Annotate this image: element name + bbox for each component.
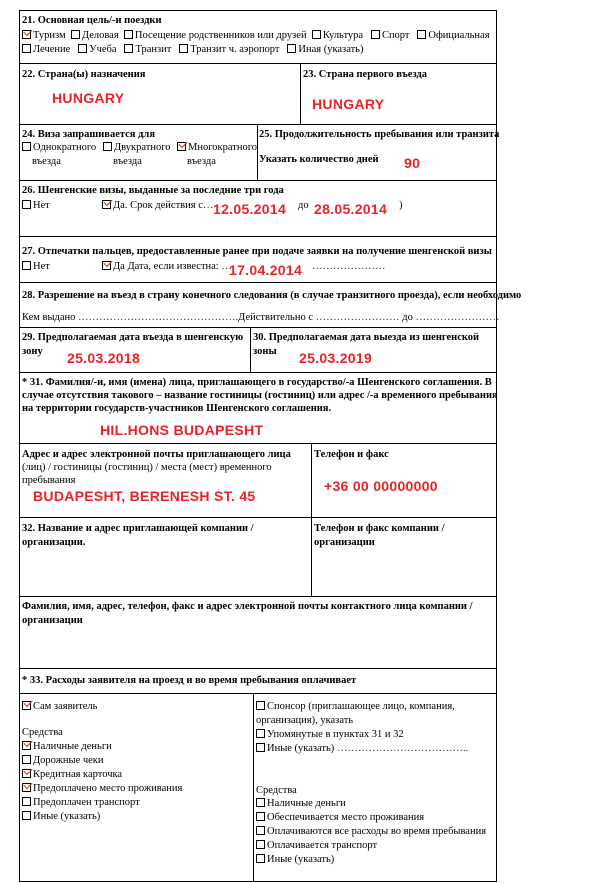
- opt-mentioned: Упомянутые в пунктах 31 и 32: [267, 729, 404, 740]
- checkbox-sponsor-cash[interactable]: [256, 798, 265, 807]
- opt-business: Деловая: [81, 30, 119, 41]
- checkbox-mentioned[interactable]: [256, 729, 265, 738]
- s24-title: 24. Виза запрашивается для: [22, 129, 155, 140]
- opt-study: Учеба: [89, 44, 117, 55]
- s21-row1: [22, 29, 490, 42]
- checkbox-travellers-cheques[interactable]: [22, 755, 31, 764]
- vsep-24-25: [257, 124, 258, 181]
- opt-prepaid-transport: Предоплачен транспорт: [33, 797, 140, 808]
- s26-to-value[interactable]: 28.05.2014: [314, 201, 388, 217]
- s33-means: Средства: [22, 727, 63, 738]
- vsep-22-23: [300, 63, 301, 125]
- s27-dots: …………………: [312, 261, 386, 272]
- checkbox-medical[interactable]: [22, 44, 31, 53]
- s28-title-note: (в случае транзитного проезда), если необходимо: [290, 290, 522, 301]
- s25-value[interactable]: 90: [404, 155, 421, 171]
- checkbox-sponsor-other[interactable]: [256, 743, 265, 752]
- s22-title: 22. Страна(ы) назначения: [22, 69, 146, 80]
- s33-title: * 33. Расходы заявителя на проезд и во время пребывания оплачивает: [22, 675, 357, 686]
- s33-left-4: [22, 796, 140, 809]
- opt-schengen-no: Нет: [33, 200, 50, 211]
- opt-transit: Транзит: [135, 44, 172, 55]
- checkbox-single-entry[interactable]: [22, 142, 31, 151]
- checkbox-official[interactable]: [417, 30, 426, 39]
- opt-visit: Посещение родственников или друзей: [134, 30, 307, 41]
- s29-value[interactable]: 25.03.2018: [67, 350, 141, 366]
- s22-value[interactable]: HUNGARY: [52, 90, 125, 106]
- opt-transport-paid: Оплачивается транспорт: [267, 840, 378, 851]
- opt-official: Официальная: [428, 30, 490, 41]
- checkbox-tourism[interactable]: [22, 30, 31, 39]
- checkbox-study[interactable]: [78, 44, 87, 53]
- sep-32: [19, 596, 497, 597]
- opt-sponsor-other-means: Иные (указать): [267, 854, 335, 865]
- frame-bottom: [19, 881, 497, 882]
- s26-yes: Да. Срок действия с…: [102, 199, 213, 212]
- s31-line3: на территории государств-участников Шенгенского соглашения.: [22, 403, 332, 414]
- checkbox-double-entry[interactable]: [103, 142, 112, 151]
- s26-to-text: до: [298, 200, 309, 211]
- checkbox-all-expenses[interactable]: [256, 826, 265, 835]
- s24-opt3: [177, 141, 257, 154]
- s33-right-1: [256, 811, 424, 824]
- s21-row2: [22, 43, 363, 56]
- vsep-29-30: [250, 327, 251, 373]
- s30-title-a: 30. Предполагаемая дата выезда из шенгенской: [253, 332, 480, 343]
- checkbox-sponsor-other-means[interactable]: [256, 854, 265, 863]
- s26-close-paren: ): [399, 200, 403, 211]
- contact-line2: организации: [22, 615, 83, 626]
- s27-value[interactable]: 17.04.2014: [229, 262, 303, 278]
- sep-31: [19, 443, 497, 444]
- s33-self: [22, 700, 97, 713]
- opt-culture: Культура: [322, 30, 364, 41]
- s29-title-b: зону: [22, 346, 43, 357]
- s25-title: 25. Продолжительность пребывания или транзита: [259, 129, 500, 140]
- s26-title: 26. Шенгенские визы, выданные за последние три года: [22, 185, 284, 196]
- s28-issued-label: Кем выдано: [22, 312, 76, 323]
- s31-addr-value[interactable]: BUDAPESHT, BERENESH ST. 45: [33, 488, 256, 504]
- opt-double-entry: Двукратного: [114, 142, 171, 153]
- opt-sponsor-cash: Наличные деньги: [267, 798, 346, 809]
- checkbox-prepaid-transport[interactable]: [22, 797, 31, 806]
- opt-accommodation-provided: Обеспечивается место проживания: [267, 812, 425, 823]
- opt-schengen-yes: Да. Срок действия с: [113, 200, 203, 211]
- s31-addr-b: (лиц) / гостиницы (гостиниц) / места (мест) временного: [22, 462, 272, 473]
- checkbox-fingerprints-yes[interactable]: [102, 261, 111, 270]
- checkbox-transport-paid[interactable]: [256, 840, 265, 849]
- s28-issued-row: Кем выдано ……………………………………….Действительно с …………………… до ……………………: [22, 312, 500, 323]
- checkbox-sport[interactable]: [371, 30, 380, 39]
- opt-single-entry: Однократного: [33, 142, 97, 153]
- checkbox-other-purpose[interactable]: [287, 44, 296, 53]
- s31-line1: * 31. Фамилия/-и, имя (имена) лица, приглашающего в государство/-а Шенгенского соглашения. В: [22, 377, 492, 388]
- s30-title-b: зоны: [253, 346, 277, 357]
- s27-title: 27. Отпечатки пальцев, предоставленные ранее при подаче заявки на получение шенгенской визы: [22, 246, 492, 257]
- vsep-33: [253, 693, 254, 882]
- s33-mentioned: [256, 728, 404, 741]
- s33-left-1: [22, 754, 104, 767]
- s31-line2: случае отсутствия такового – название гостиницы (гостиниц) или адрес /-а временного пребывания: [22, 390, 498, 401]
- s27-yes: Да Дата, если известна: …: [102, 260, 232, 273]
- s24-opt1: [22, 141, 96, 154]
- s29-title-a: 29. Предполагаемая дата въезда в шенгенскую: [22, 332, 244, 343]
- checkbox-business[interactable]: [71, 30, 80, 39]
- opt-fingerprints-no: Нет: [33, 261, 50, 272]
- s31-addr-a: Адрес и адрес электронной почты приглашающего лица: [22, 449, 291, 460]
- s23-title: 23. Страна первого въезда: [303, 69, 428, 80]
- checkbox-prepaid-accommodation[interactable]: [22, 783, 31, 792]
- s30-value[interactable]: 25.03.2019: [299, 350, 373, 366]
- sep-21: [19, 63, 497, 64]
- checkbox-accommodation-provided[interactable]: [256, 812, 265, 821]
- sep-31b: [19, 517, 497, 518]
- s33-sponsor-b: организация), указать: [256, 715, 354, 726]
- opt-sport: Спорт: [381, 30, 410, 41]
- s24-opt3b: въезда: [187, 156, 216, 167]
- s21-title: 21. Основная цель/-и поездки: [22, 15, 162, 26]
- s28-title-row: [22, 289, 521, 302]
- s33-right-4: [256, 853, 334, 866]
- s33-left-3: [22, 782, 182, 795]
- s25-sub: Указать количество дней: [259, 154, 379, 165]
- checkbox-sponsor[interactable]: [256, 701, 265, 710]
- s24-opt1b: въезда: [32, 156, 61, 167]
- checkbox-multiple-entry[interactable]: [177, 142, 186, 151]
- checkbox-fingerprints-no[interactable]: [22, 261, 31, 270]
- s23-value[interactable]: HUNGARY: [312, 96, 385, 112]
- frame-top: [19, 10, 497, 11]
- sep-25: [19, 180, 497, 181]
- s33-means2: Средства: [256, 785, 297, 796]
- checkbox-visit[interactable]: [124, 30, 133, 39]
- s24-opt2: [103, 141, 171, 154]
- s31-phone-value[interactable]: +36 00 00000000: [324, 478, 438, 494]
- s28-title: 28. Разрешение на въезд в страну конечного следования: [22, 290, 288, 301]
- s33-left-5: [22, 810, 100, 823]
- s31-phone-title: Телефон и факс: [314, 449, 389, 460]
- checkbox-self-pay[interactable]: [22, 701, 31, 710]
- s24-opt2b: въезда: [113, 156, 142, 167]
- opt-other-purpose: Иная (указать): [298, 44, 364, 55]
- sep-23: [19, 124, 497, 125]
- s27-no: [22, 260, 50, 273]
- checkbox-schengen-no[interactable]: [22, 200, 31, 209]
- s28-valid-label: Действительно с: [238, 312, 313, 323]
- contact-line1: Фамилия, имя, адрес, телефон, факс и адрес электронной почты контактного лица компании /: [22, 601, 473, 612]
- s33-right-2: [256, 825, 486, 838]
- checkbox-other-means[interactable]: [22, 811, 31, 820]
- opt-tourism: Туризм: [33, 30, 66, 41]
- checkbox-culture[interactable]: [312, 30, 321, 39]
- s31-addr-c: пребывания: [22, 475, 76, 486]
- checkbox-transit[interactable]: [124, 44, 133, 53]
- s33-right-0: [256, 797, 346, 810]
- s33-right-3: [256, 839, 377, 852]
- opt-self-pay: Сам заявитель: [33, 701, 98, 712]
- opt-prepaid-accommodation: Предоплачено место проживания: [33, 783, 183, 794]
- s33-left-0: [22, 740, 112, 753]
- s28-to-label: до: [402, 312, 413, 323]
- sep-27: [19, 282, 497, 283]
- vsep-32: [311, 517, 312, 597]
- opt-all-expenses: Оплачиваются все расходы во время пребывания: [267, 826, 487, 837]
- s33-left-2: [22, 768, 122, 781]
- sep-contact: [19, 668, 497, 669]
- opt-fingerprints-yes: Да Дата, если известна:: [113, 261, 219, 272]
- opt-credit-card: Кредитная карточка: [33, 769, 123, 780]
- s32-title-a: 32. Название и адрес приглашающей компании /: [22, 523, 254, 534]
- s26-from-value[interactable]: 12.05.2014: [213, 201, 287, 217]
- frame-left: [19, 10, 20, 882]
- opt-sponsor: Спонсор (приглашающее лицо, компания,: [267, 701, 455, 712]
- checkbox-schengen-yes[interactable]: [102, 200, 111, 209]
- s31-value[interactable]: HIL.HONS BUDAPESHT: [100, 422, 264, 438]
- vsep-31: [311, 443, 312, 518]
- opt-cash: Наличные деньги: [33, 741, 112, 752]
- checkbox-cash[interactable]: [22, 741, 31, 750]
- s32-title-b: организации.: [22, 537, 86, 548]
- checkbox-credit-card[interactable]: [22, 769, 31, 778]
- sep-26: [19, 236, 497, 237]
- sep-30: [19, 372, 497, 373]
- opt-other-means: Иные (указать): [33, 811, 101, 822]
- sep-28: [19, 327, 497, 328]
- sep-33: [19, 693, 497, 694]
- opt-travellers-cheques: Дорожные чеки: [33, 755, 104, 766]
- s32-phone-a: Телефон и факс компании /: [314, 523, 445, 534]
- opt-sponsor-other: Иные (указать): [267, 743, 335, 754]
- s33-sponsor-a: [256, 700, 455, 713]
- s32-phone-b: организации: [314, 537, 375, 548]
- opt-medical: Лечение: [33, 44, 71, 55]
- opt-multiple-entry: Многократного: [188, 142, 257, 153]
- s26-no: [22, 199, 50, 212]
- opt-airport-transit: Транзит ч. аэропорт: [190, 44, 280, 55]
- s26-to-label: [298, 199, 309, 212]
- s33-other: Иные (указать) ………………………………..: [256, 742, 468, 755]
- checkbox-airport-transit[interactable]: [179, 44, 188, 53]
